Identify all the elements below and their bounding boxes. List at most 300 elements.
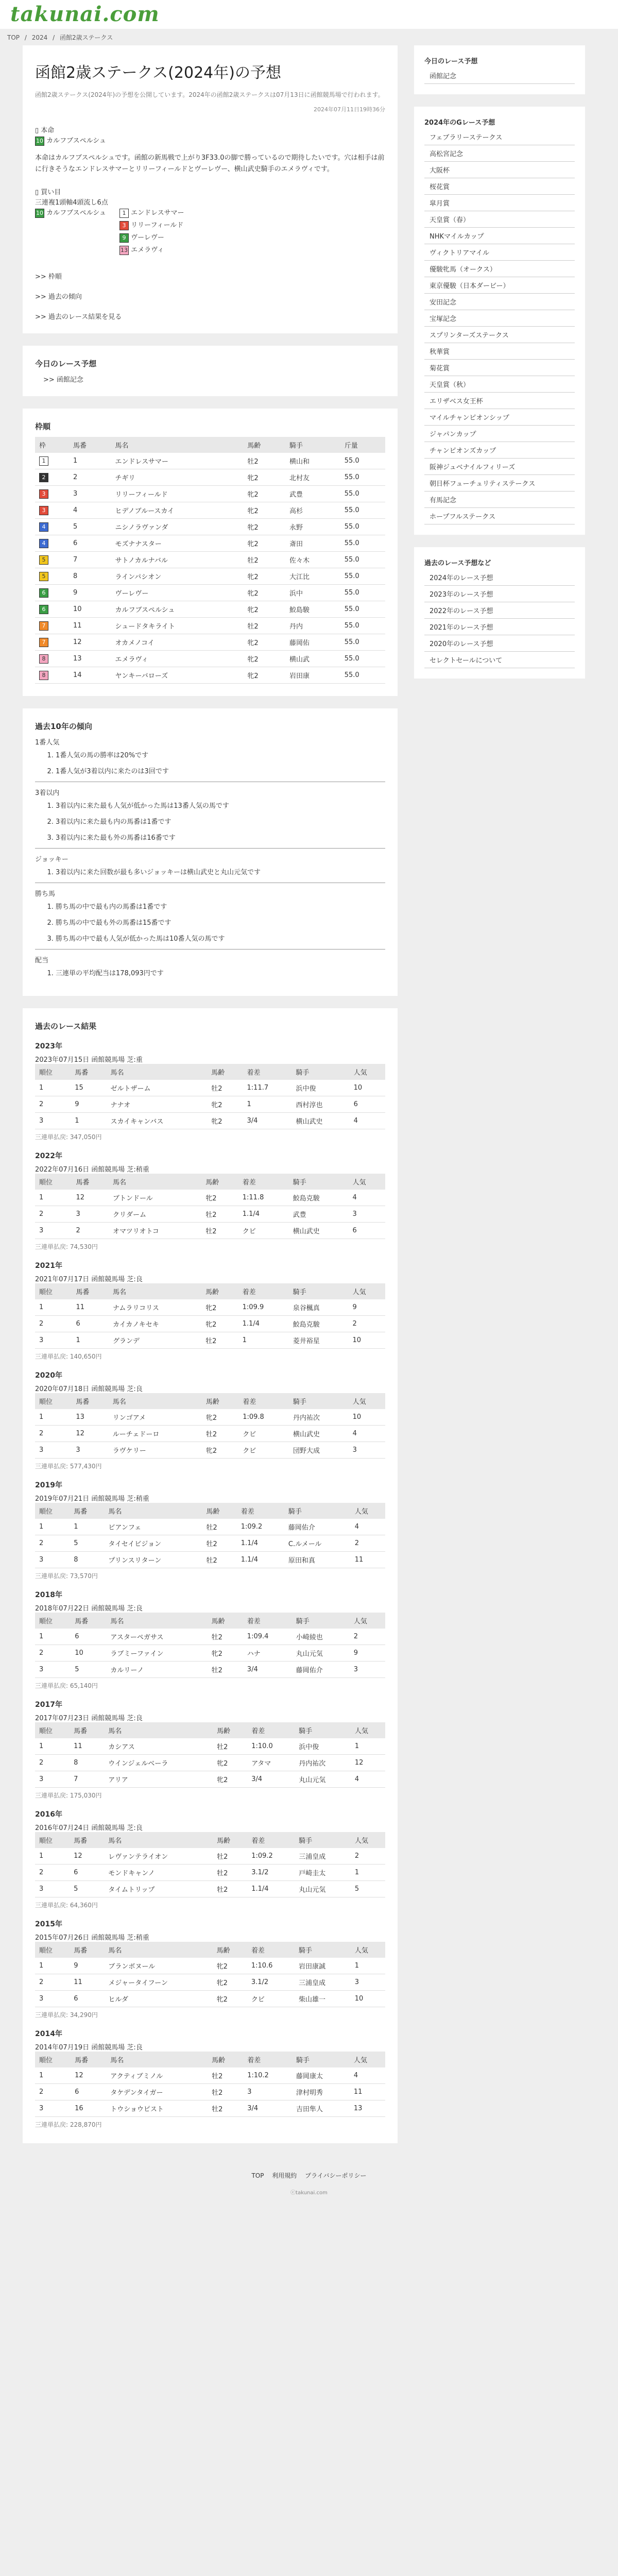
result-cell: 3/4	[243, 2100, 292, 2117]
sidebar-item[interactable]: 東京優駿（日本ダービー）	[424, 277, 575, 294]
waku-badge: 3	[39, 506, 48, 515]
result-cell: 1	[70, 1519, 104, 1535]
result-cell: 2	[35, 1535, 70, 1552]
waku-cell: 斎田	[285, 535, 340, 552]
sidebar-item[interactable]: 皐月賞	[424, 195, 575, 211]
result-cell: 1	[35, 1190, 72, 1206]
result-cell: 1:10.6	[247, 1958, 295, 1974]
result-header: 人気	[348, 1283, 385, 1299]
result-cell: 1:10.0	[247, 1738, 295, 1755]
result-table	[35, 1832, 385, 1897]
result-cell: 13	[72, 1409, 108, 1426]
post-date: 2024年07月11日19時36分	[314, 106, 385, 113]
result-row	[35, 1080, 385, 1096]
result-row	[35, 1645, 385, 1662]
result-cell: 3/4	[243, 1662, 292, 1678]
result-cell: 2	[35, 1426, 72, 1442]
result-header: 順位	[35, 1613, 71, 1629]
result-cell: 1	[351, 1958, 385, 1974]
sidebar-item[interactable]: ホープフルステークス	[424, 508, 575, 524]
breadcrumb-sep: /	[53, 34, 55, 41]
result-cell: 横山武史	[289, 1426, 349, 1442]
waku-cell: 牝2	[243, 634, 285, 651]
result-cell: 丹内祐次	[289, 1409, 349, 1426]
waku-row	[35, 535, 385, 552]
result-cell: ラブミーファイン	[106, 1645, 207, 1662]
result-year: 2017年	[35, 1701, 62, 1709]
result-cell: ヒルダ	[104, 1991, 212, 2007]
side-past-box	[414, 547, 585, 679]
result-payout: 三連単払戻: 74,530円	[35, 1243, 98, 1250]
waku-cell: 横山武	[285, 651, 340, 667]
result-payout: 三連単払戻: 34,290円	[35, 2011, 98, 2019]
waku-title: 枠順	[35, 422, 51, 431]
result-cell: メジャータイフーン	[104, 1974, 212, 1991]
honmei-label: 本命	[41, 127, 55, 134]
result-cell: 5	[71, 1662, 106, 1678]
result-cell: レヴァンテライオン	[104, 1848, 213, 1865]
page-lead: 函館2歳ステークス(2024年)の予想を公開しています。2024年の函館2歳ステークスは07月13日に函館競馬場で行われます。	[35, 91, 384, 98]
result-cell: 牝2	[202, 1442, 238, 1459]
result-cell: 牝2	[207, 1113, 243, 1129]
breadcrumb-current: 函館2歳ステークス	[59, 34, 113, 41]
honmei-name: カルフブスペルシュ	[46, 137, 107, 145]
waku-badge: 6	[39, 588, 48, 598]
waku-cell	[35, 651, 69, 667]
trend-box	[23, 708, 398, 996]
result-row	[35, 1409, 385, 1426]
result-info: 2022年07月16日 函館競馬場 芝:稍重	[35, 1166, 149, 1174]
waku-cell: 大江比	[285, 568, 340, 585]
result-cell: ハナ	[243, 1645, 292, 1662]
waku-cell	[35, 667, 69, 684]
result-table	[35, 1942, 385, 2007]
result-cell: 藤岡康太	[292, 2067, 350, 2084]
result-header: 馬齢	[201, 1283, 238, 1299]
result-cell: 7	[70, 1771, 104, 1788]
result-cell: 5	[351, 1881, 385, 1897]
result-table	[35, 1722, 385, 1788]
result-cell: 3	[351, 1974, 385, 1991]
side-past-title: 過去のレース予想など	[424, 560, 491, 567]
buy-partner-name: ヴーレヴー	[131, 234, 164, 242]
sidebar-item[interactable]: 2021年のレース予想	[424, 619, 575, 635]
trend-item: 3. 3着以内に来た最も外の馬番は16番です	[56, 832, 385, 842]
result-cell: 3	[35, 1552, 70, 1568]
result-header: 騎手	[289, 1283, 349, 1299]
waku-cell	[35, 519, 69, 535]
result-cell: 1	[35, 1958, 70, 1974]
result-cell: 2	[350, 1629, 385, 1645]
waku-cell: 牡2	[243, 552, 285, 568]
footer-link-terms[interactable]: 利用規約	[272, 2172, 297, 2179]
sidebar-item[interactable]: 天皇賞（秋）	[424, 376, 575, 393]
result-cell: 牝2	[213, 1755, 247, 1771]
result-cell: 6	[70, 1991, 104, 2007]
result-cell: モンドキャンノ	[104, 1865, 213, 1881]
result-cell: 12	[72, 1426, 108, 1442]
result-cell: タケデンタイガー	[106, 2084, 208, 2100]
sidebar-item[interactable]: 安田記念	[424, 294, 575, 310]
result-cell: ビアンフェ	[104, 1519, 202, 1535]
today-item[interactable]: >> 函館記念	[43, 376, 83, 384]
result-header: 順位	[35, 1174, 72, 1190]
result-cell: 1:09.9	[238, 1299, 289, 1316]
sidebar-item[interactable]: 2020年のレース予想	[424, 635, 575, 652]
result-header-row	[35, 1174, 385, 1190]
result-header: 人気	[350, 1064, 385, 1080]
trend-item: 1. 1番人気の馬の勝率は20%です	[56, 750, 385, 759]
result-header: 馬番	[70, 1942, 104, 1958]
result-year: 2021年	[35, 1262, 62, 1270]
trend-group-head: 3着以内	[35, 789, 60, 797]
sidebar-item[interactable]: チャンピオンズカップ	[424, 442, 575, 459]
result-cell: 10	[351, 1991, 385, 2007]
sidebar-item[interactable]: 有馬記念	[424, 492, 575, 508]
waku-cell: 55.0	[340, 651, 385, 667]
sidebar-item[interactable]: 天皇賞（春）	[424, 211, 575, 228]
result-cell: 2	[35, 1645, 71, 1662]
result-cell: 3/4	[243, 1113, 292, 1129]
result-cell: 12	[72, 1190, 108, 1206]
result-cell: 1.1/4	[237, 1535, 284, 1552]
result-table	[35, 1064, 385, 1129]
result-table	[35, 2052, 385, 2117]
result-cell: 12	[351, 1755, 385, 1771]
result-cell: 5	[70, 1535, 104, 1552]
sidebar-item[interactable]: 函館記念	[424, 67, 575, 84]
sidebar-item[interactable]: ジャパンカップ	[424, 426, 575, 442]
result-row	[35, 1629, 385, 1645]
sidebar-item[interactable]: 桜花賞	[424, 178, 575, 195]
result-cell: 1:11.7	[243, 1080, 292, 1096]
footer-link-privacy[interactable]: プライバシーポリシー	[305, 2172, 367, 2179]
result-cell: 1	[35, 1629, 71, 1645]
result-cell: 牡2	[208, 2100, 243, 2117]
result-cell: 牝2	[201, 1299, 238, 1316]
waku-cell: 13	[69, 651, 111, 667]
checkbox-icon: ▯	[35, 189, 39, 196]
waku-cell: 岩田康	[285, 667, 340, 684]
breadcrumb-sep: /	[24, 34, 27, 41]
honmei-section	[35, 126, 385, 175]
result-row	[35, 1426, 385, 1442]
result-header: 騎手	[292, 1064, 350, 1080]
result-cell: 11	[70, 1974, 104, 1991]
sidebar-item[interactable]: エリザベス女王杯	[424, 393, 575, 409]
link-waku[interactable]: >> 枠順	[35, 273, 62, 281]
result-cell: クビ	[238, 1223, 289, 1239]
sidebar-item[interactable]: 2023年のレース予想	[424, 586, 575, 602]
result-cell: 2	[351, 1848, 385, 1865]
footer	[0, 2156, 618, 2188]
result-info: 2017年07月23日 函館競馬場 芝:良	[35, 1715, 143, 1722]
result-header: 着差	[238, 1283, 289, 1299]
waku-cell	[35, 552, 69, 568]
waku-badge: 4	[39, 522, 48, 532]
breadcrumb-top[interactable]: TOP	[7, 34, 20, 41]
result-header: 順位	[35, 1283, 72, 1299]
result-payout: 三連単払戻: 64,360円	[35, 1902, 98, 1909]
result-row	[35, 1738, 385, 1755]
result-cell: タイセイビジョン	[104, 1535, 202, 1552]
waku-box	[23, 409, 398, 696]
result-header: 着差	[243, 1064, 292, 1080]
result-cell: 1	[351, 1738, 385, 1755]
result-cell: 3	[35, 1113, 71, 1129]
sidebar-item[interactable]: ヴィクトリアマイル	[424, 244, 575, 261]
link-results[interactable]: >> 過去のレース結果を見る	[35, 313, 122, 321]
sidebar-item[interactable]: セレクトセールについて	[424, 652, 575, 668]
result-cell: 11	[70, 1738, 104, 1755]
result-payout: 三連単払戻: 175,030円	[35, 1792, 102, 1799]
result-header-row	[35, 2052, 385, 2067]
result-cell: 15	[71, 1080, 106, 1096]
result-row	[35, 1958, 385, 1974]
sidebar-item[interactable]: 阪神ジュベナイルフィリーズ	[424, 459, 575, 475]
result-cell: 1	[35, 1299, 72, 1316]
result-cell: 4	[349, 1426, 385, 1442]
waku-row	[35, 486, 385, 502]
result-cell: 武豊	[289, 1206, 349, 1223]
result-cell: 10	[350, 1080, 385, 1096]
waku-cell: モズナナスター	[111, 535, 244, 552]
waku-cell: 浜中	[285, 585, 340, 601]
waku-cell: 武豊	[285, 486, 340, 502]
waku-cell: 55.0	[340, 519, 385, 535]
today-box	[23, 346, 398, 396]
result-header: 人気	[351, 1832, 385, 1848]
result-cell: カルリーノ	[106, 1662, 207, 1678]
sidebar-item[interactable]: 秋華賞	[424, 343, 575, 360]
waku-cell: 14	[69, 667, 111, 684]
waku-cell: 牝2	[243, 486, 285, 502]
waku-cell: 牝2	[243, 502, 285, 519]
result-header-row	[35, 1283, 385, 1299]
result-header: 順位	[35, 1942, 70, 1958]
result-row	[35, 1316, 385, 1332]
waku-cell	[35, 601, 69, 618]
result-cell: 3/4	[247, 1771, 295, 1788]
result-table	[35, 1393, 385, 1459]
result-year: 2016年	[35, 1810, 62, 1819]
result-cell: 1.1/4	[237, 1552, 284, 1568]
result-cell: 3	[35, 1442, 72, 1459]
waku-cell: 鮫島駿	[285, 601, 340, 618]
sidebar-item[interactable]: 優駿牝馬（オークス）	[424, 261, 575, 277]
buy-axis-num: 10	[35, 209, 44, 218]
result-cell: 2	[351, 1535, 385, 1552]
site-logo[interactable]: takunai.com	[10, 2, 160, 26]
result-header: 順位	[35, 2052, 71, 2067]
result-header: 馬名	[109, 1174, 201, 1190]
result-cell: 牡2	[208, 2084, 243, 2100]
result-cell: 6	[72, 1316, 109, 1332]
waku-header: 馬名	[111, 437, 244, 453]
prediction-box	[23, 45, 398, 333]
trend-title: 過去10年の傾向	[35, 722, 92, 731]
result-cell: 3	[350, 1662, 385, 1678]
result-header: 着差	[238, 1393, 289, 1409]
result-cell: 1:10.2	[243, 2067, 292, 2084]
result-header: 着差	[247, 1832, 295, 1848]
result-cell: 牝2	[201, 1316, 238, 1332]
trend-group-head: ジョッキー	[35, 856, 68, 863]
result-cell: タイムトリップ	[104, 1881, 213, 1897]
trend-item: 2. 勝ち馬の中で最も外の馬番は15番です	[56, 917, 385, 927]
result-cell: 戸崎圭太	[295, 1865, 351, 1881]
result-cell: 3.1/2	[247, 1974, 295, 1991]
result-payout: 三連単払戻: 140,650円	[35, 1353, 102, 1360]
result-row	[35, 1223, 385, 1239]
result-cell: 6	[71, 2084, 106, 2100]
result-info: 2019年07月21日 函館競馬場 芝:稍重	[35, 1495, 149, 1503]
result-cell: 2	[35, 1316, 72, 1332]
result-header: 馬番	[72, 1393, 108, 1409]
result-header: 馬番	[71, 1064, 106, 1080]
result-cell: オマツリオトコ	[109, 1223, 201, 1239]
sidebar-item[interactable]: 2024年のレース予想	[424, 569, 575, 586]
result-cell: 1	[35, 1409, 72, 1426]
waku-cell: 55.0	[340, 634, 385, 651]
result-cell: 藤岡佑介	[292, 1662, 350, 1678]
waku-cell: ヤンキーバローズ	[111, 667, 244, 684]
result-header: 馬名	[106, 1613, 207, 1629]
waku-cell: 牝2	[243, 568, 285, 585]
result-cell: 牡2	[207, 1080, 243, 1096]
result-cell: 1:09.2	[237, 1519, 284, 1535]
trend-item: 2. 1番人気が3着以内に来たのは3回です	[56, 766, 385, 775]
waku-row	[35, 634, 385, 651]
result-cell: 牡2	[202, 1426, 238, 1442]
result-cell: 3	[35, 2100, 71, 2117]
waku-header: 馬番	[69, 437, 111, 453]
result-cell: アタマ	[247, 1755, 295, 1771]
sidebar-item[interactable]: 朝日杯フューチュリティステークス	[424, 475, 575, 492]
sidebar-item[interactable]: スプリンターズステークス	[424, 327, 575, 343]
result-cell: 1	[71, 1113, 106, 1129]
trend-item: 1. 3着以内に来た最も人気が低かった馬は13番人気の馬です	[56, 800, 385, 810]
waku-cell: 4	[69, 502, 111, 519]
waku-row	[35, 618, 385, 634]
waku-cell: 牝2	[243, 601, 285, 618]
sidebar-item[interactable]: 菊花賞	[424, 360, 575, 376]
waku-cell: 牝2	[243, 585, 285, 601]
result-header-row	[35, 1393, 385, 1409]
result-cell: 1	[35, 1080, 71, 1096]
waku-row	[35, 519, 385, 535]
result-cell: 1	[35, 1738, 70, 1755]
result-cell: ウインジェルベーラ	[104, 1755, 213, 1771]
waku-cell: エンドレスサマー	[111, 453, 244, 469]
waku-cell	[35, 568, 69, 585]
result-cell: 牡2	[213, 1865, 247, 1881]
result-header: 騎手	[295, 1942, 351, 1958]
result-cell: 牡2	[208, 1662, 243, 1678]
buy-partner-num: 9	[119, 233, 129, 243]
result-cell: 牡2	[201, 1223, 238, 1239]
sidebar-item[interactable]: 高松宮記念	[424, 145, 575, 162]
breadcrumb-year[interactable]: 2024	[31, 34, 48, 41]
result-cell: 1	[238, 1332, 289, 1349]
result-cell: 3	[35, 1991, 70, 2007]
result-cell: 1:11.8	[238, 1190, 289, 1206]
result-cell: アリア	[104, 1771, 213, 1788]
waku-cell: 55.0	[340, 486, 385, 502]
link-trend[interactable]: >> 過去の傾向	[35, 293, 82, 301]
sidebar-item[interactable]: マイルチャンピオンシップ	[424, 409, 575, 426]
waku-row	[35, 502, 385, 519]
result-row	[35, 1332, 385, 1349]
result-info: 2018年07月22日 函館競馬場 芝:良	[35, 1605, 143, 1613]
result-cell: 丸山元気	[292, 1645, 350, 1662]
result-cell: 三浦皇成	[295, 1974, 351, 1991]
waku-header: 枠	[35, 437, 69, 453]
result-cell: 牡2	[201, 1206, 238, 1223]
sidebar-item[interactable]: NHKマイルカップ	[424, 228, 575, 244]
result-cell: 鮫島克駿	[289, 1316, 349, 1332]
buy-partner-num: 3	[119, 221, 129, 230]
footer-link-top[interactable]: TOP	[251, 2172, 264, 2179]
result-cell: 牡2	[202, 1552, 237, 1568]
sidebar-item[interactable]: フェブラリーステークス	[424, 129, 575, 145]
result-cell: 丸山元気	[295, 1771, 351, 1788]
result-cell: 4	[351, 1519, 385, 1535]
result-cell: 牡2	[208, 2067, 243, 2084]
result-cell: クビ	[238, 1442, 289, 1459]
result-year: 2015年	[35, 1920, 62, 1928]
sidebar-item[interactable]: 2022年のレース予想	[424, 602, 575, 619]
result-cell: 泉谷楓真	[289, 1299, 349, 1316]
honmei-num: 10	[35, 137, 44, 146]
result-cell: 4	[350, 1113, 385, 1129]
result-cell: 丹内祐次	[295, 1755, 351, 1771]
side-g-title: 2024年のGレース予想	[424, 119, 495, 127]
main-column	[23, 45, 398, 2156]
result-cell: 団野大成	[289, 1442, 349, 1459]
result-cell: カイカノキセキ	[109, 1316, 201, 1332]
sidebar	[414, 45, 585, 2156]
result-cell: 牡2	[208, 1629, 243, 1645]
trend-group-head: 配当	[35, 957, 49, 964]
result-cell: 牝2	[208, 1645, 243, 1662]
result-cell: 牡2	[213, 1848, 247, 1865]
waku-cell: ニシノラヴァンダ	[111, 519, 244, 535]
waku-row	[35, 651, 385, 667]
result-row	[35, 1552, 385, 1568]
result-header: 順位	[35, 1393, 72, 1409]
result-header-row	[35, 1503, 385, 1519]
result-row	[35, 1755, 385, 1771]
waku-cell: 55.0	[340, 502, 385, 519]
waku-cell: 12	[69, 634, 111, 651]
result-header: 着差	[247, 1942, 295, 1958]
sidebar-item[interactable]: 宝塚記念	[424, 310, 575, 327]
buy-partner-name: エメラヴィ	[131, 246, 164, 254]
waku-cell: 牡2	[243, 618, 285, 634]
result-cell: 1	[35, 1848, 70, 1865]
result-header-row	[35, 1942, 385, 1958]
waku-cell: 55.0	[340, 552, 385, 568]
trend-item: 2. 3着以内に来た最も内の馬番は1番です	[56, 816, 385, 826]
result-header: 着差	[237, 1503, 284, 1519]
result-cell: 牝2	[202, 1409, 238, 1426]
waku-row	[35, 552, 385, 568]
waku-cell: 55.0	[340, 667, 385, 684]
result-header: 馬名	[109, 1393, 202, 1409]
sidebar-item[interactable]: 大阪杯	[424, 162, 575, 178]
waku-cell: 高杉	[285, 502, 340, 519]
